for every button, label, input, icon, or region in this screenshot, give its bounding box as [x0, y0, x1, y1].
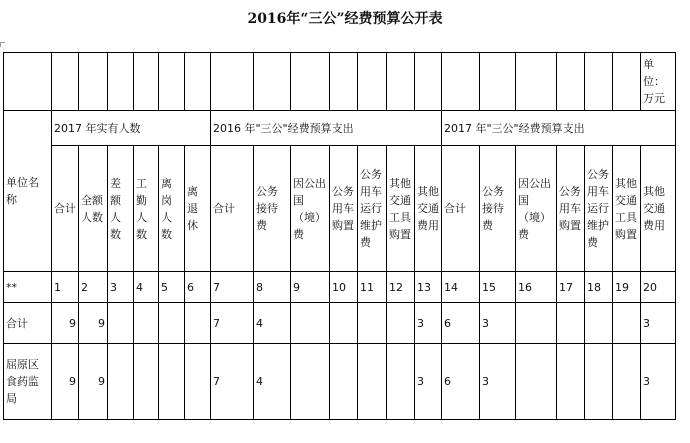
header-2017-total: 合计	[442, 146, 480, 272]
table-cell	[613, 344, 641, 420]
row-name: 合计	[4, 303, 52, 344]
header-staff-total: 合计	[52, 146, 79, 272]
header-2017-other-vehicle: 其他交通工具购置	[613, 146, 641, 272]
index-cell: 8	[254, 272, 291, 303]
group-budget-2016: 2016 年"三公"经费预算支出	[211, 111, 442, 146]
index-cell: 11	[358, 272, 387, 303]
index-cell: 12	[387, 272, 415, 303]
index-cell: 7	[211, 272, 254, 303]
index-cell: 1	[52, 272, 79, 303]
header-2016-car-purchase: 公务用车购置	[330, 146, 358, 272]
table-row	[4, 344, 676, 420]
index-cell: 15	[480, 272, 516, 303]
table-cell: 3	[641, 303, 676, 344]
table-cell: 3	[480, 344, 516, 420]
table-cell	[291, 303, 330, 344]
table-cell	[358, 344, 387, 420]
header-2017-other-transport: 其他交通费用	[641, 146, 676, 272]
table-cell	[134, 303, 159, 344]
budget-table	[3, 52, 676, 420]
header-staff-worker: 工勤人数	[134, 146, 159, 272]
table-cell	[330, 344, 358, 420]
unit-name-header: 单位名称	[4, 111, 52, 272]
table-cell: 3	[641, 344, 676, 420]
table-cell: 3	[415, 344, 442, 420]
index-cell: 6	[185, 272, 211, 303]
index-row	[4, 272, 676, 303]
table-cell	[134, 344, 159, 420]
table-cell	[585, 344, 613, 420]
header-2017-car-operation: 公务用车运行维护费	[585, 146, 613, 272]
index-cell: 13	[415, 272, 442, 303]
table-cell: 7	[211, 303, 254, 344]
page-corner-mark	[0, 42, 5, 47]
unit-line-2: 万元	[643, 92, 665, 105]
table-title: 2016年“三公”经费预算公开表	[247, 11, 443, 27]
table-row	[4, 303, 676, 344]
table-cell	[387, 303, 415, 344]
unit-row	[4, 53, 676, 111]
column-header-row	[4, 146, 676, 272]
table-cell	[557, 344, 585, 420]
unit-label	[641, 53, 676, 111]
table-cell	[185, 303, 211, 344]
table-cell: 9	[79, 303, 108, 344]
table-cell	[557, 303, 585, 344]
table-cell: 4	[254, 344, 291, 420]
header-2017-reception: 公务接待费	[480, 146, 516, 272]
index-cell: 2	[79, 272, 108, 303]
index-cell: 19	[613, 272, 641, 303]
table-cell	[108, 344, 134, 420]
table-cell	[159, 303, 185, 344]
header-staff-retired: 离退休	[185, 146, 211, 272]
table-cell	[516, 303, 557, 344]
table-cell: 3	[480, 303, 516, 344]
table-cell: 4	[254, 303, 291, 344]
header-2017-abroad: 因公出国（境）费	[516, 146, 557, 272]
row-name: 屈原区食药监局	[4, 344, 52, 420]
header-2016-total: 合计	[211, 146, 254, 272]
index-cell: 10	[330, 272, 358, 303]
table-cell	[185, 344, 211, 420]
table-cell: 9	[52, 344, 79, 420]
header-2016-reception: 公务接待费	[254, 146, 291, 272]
group-budget-2017: 2017 年"三公"经费预算支出	[442, 111, 676, 146]
table-cell	[108, 303, 134, 344]
header-staff-leave: 离岗人数	[159, 146, 185, 272]
index-cell: 14	[442, 272, 480, 303]
table-cell	[358, 303, 387, 344]
group-staff: 2017 年实有人数	[52, 111, 211, 146]
header-2016-other-vehicle: 其他交通工具购置	[387, 146, 415, 272]
table-cell	[330, 303, 358, 344]
table-cell: 9	[52, 303, 79, 344]
table-cell	[613, 303, 641, 344]
header-2016-other-transport: 其他交通费用	[415, 146, 442, 272]
table-cell	[291, 344, 330, 420]
table-cell	[387, 344, 415, 420]
index-cell: 3	[108, 272, 134, 303]
index-cell: 17	[557, 272, 585, 303]
table-cell	[159, 344, 185, 420]
table-cell: 9	[79, 344, 108, 420]
index-cell: 16	[516, 272, 557, 303]
index-cell: 18	[585, 272, 613, 303]
index-cell: 9	[291, 272, 330, 303]
index-cell: 20	[641, 272, 676, 303]
header-2016-car-operation: 公务用车运行维护费	[358, 146, 387, 272]
table-cell	[516, 344, 557, 420]
header-staff-diff: 差额人数	[108, 146, 134, 272]
group-header-row	[4, 111, 676, 146]
table-cell	[585, 303, 613, 344]
header-staff-full: 全额人数	[79, 146, 108, 272]
table-cell: 3	[415, 303, 442, 344]
index-cell: 5	[159, 272, 185, 303]
table-cell: 6	[442, 303, 480, 344]
header-2017-car-purchase: 公务用车购置	[557, 146, 585, 272]
index-cell: **	[4, 272, 52, 303]
table-cell: 6	[442, 344, 480, 420]
table-cell: 7	[211, 344, 254, 420]
unit-line-1: 单位：	[643, 58, 665, 88]
header-2016-abroad: 因公出国（境）费	[291, 146, 330, 272]
index-cell: 4	[134, 272, 159, 303]
